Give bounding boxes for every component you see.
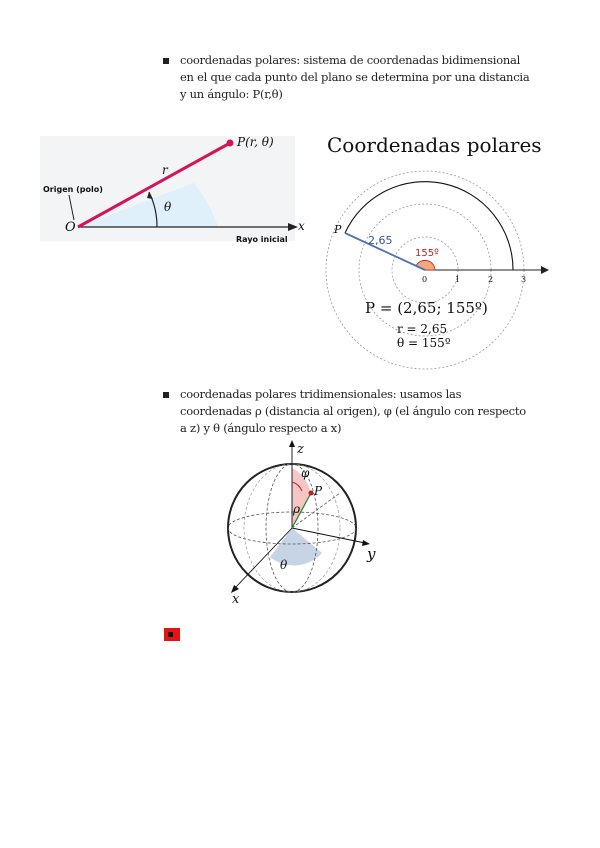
bullet-polar-2d bbox=[165, 52, 530, 103]
rho-label: ρ bbox=[293, 502, 301, 516]
phi-label: φ bbox=[301, 466, 310, 480]
point-p bbox=[309, 491, 314, 496]
bullet-text: coordenadas polares tridimensionales: usamos las coordenadas ρ (distancia al origen), φ (el ángulo con respecto a z) y θ (ángulo respecto a x) bbox=[180, 387, 526, 435]
bullet-dot bbox=[168, 632, 173, 637]
theta-label: θ bbox=[164, 200, 172, 214]
angle-label: 155º bbox=[415, 248, 439, 259]
angle-wedge bbox=[416, 260, 435, 270]
tick-1: 1 bbox=[455, 275, 461, 284]
point-label: P bbox=[314, 484, 323, 498]
figure-title: Coordenadas polares bbox=[327, 133, 542, 157]
theta-label: θ bbox=[280, 558, 288, 572]
initial-ray-label: Rayo inicial bbox=[236, 235, 288, 244]
polar-example-figure bbox=[315, 128, 555, 378]
z-label: z bbox=[297, 442, 304, 457]
tick-0: 0 bbox=[422, 275, 428, 284]
axis-x-label: x bbox=[298, 219, 305, 233]
bullet-marker bbox=[163, 58, 169, 64]
empty-bullet-marker bbox=[164, 628, 180, 641]
point-p bbox=[227, 140, 234, 147]
polar-definition-figure bbox=[40, 128, 310, 248]
theta-value: θ = 155º bbox=[397, 336, 451, 350]
tick-2: 2 bbox=[488, 275, 494, 284]
polar-axis-arrowhead bbox=[541, 266, 549, 274]
point-letter: P bbox=[334, 223, 342, 236]
origin-letter: O bbox=[65, 220, 76, 235]
bullet-marker bbox=[163, 392, 169, 398]
bullet-text: coordenadas polares: sistema de coordenadas bidimensional en el que cada punto del plano se determina por una distancia y un ángulo: P(r,θ) bbox=[180, 53, 530, 101]
r-value: r = 2,65 bbox=[397, 322, 448, 336]
point-label: P(r, θ) bbox=[237, 135, 274, 149]
bullet-polar-3d bbox=[165, 386, 530, 437]
x-label: x bbox=[232, 592, 240, 607]
tick-3: 3 bbox=[521, 275, 527, 284]
origin-label: Origen (polo) bbox=[43, 185, 103, 194]
axis-ticks bbox=[422, 275, 526, 284]
spherical-coordinates-figure bbox=[210, 435, 385, 605]
y-label: y bbox=[367, 545, 376, 563]
distance-label: 2,65 bbox=[368, 234, 393, 247]
r-label: r bbox=[162, 163, 168, 177]
equation: P = (2,65; 155º) bbox=[365, 299, 488, 317]
